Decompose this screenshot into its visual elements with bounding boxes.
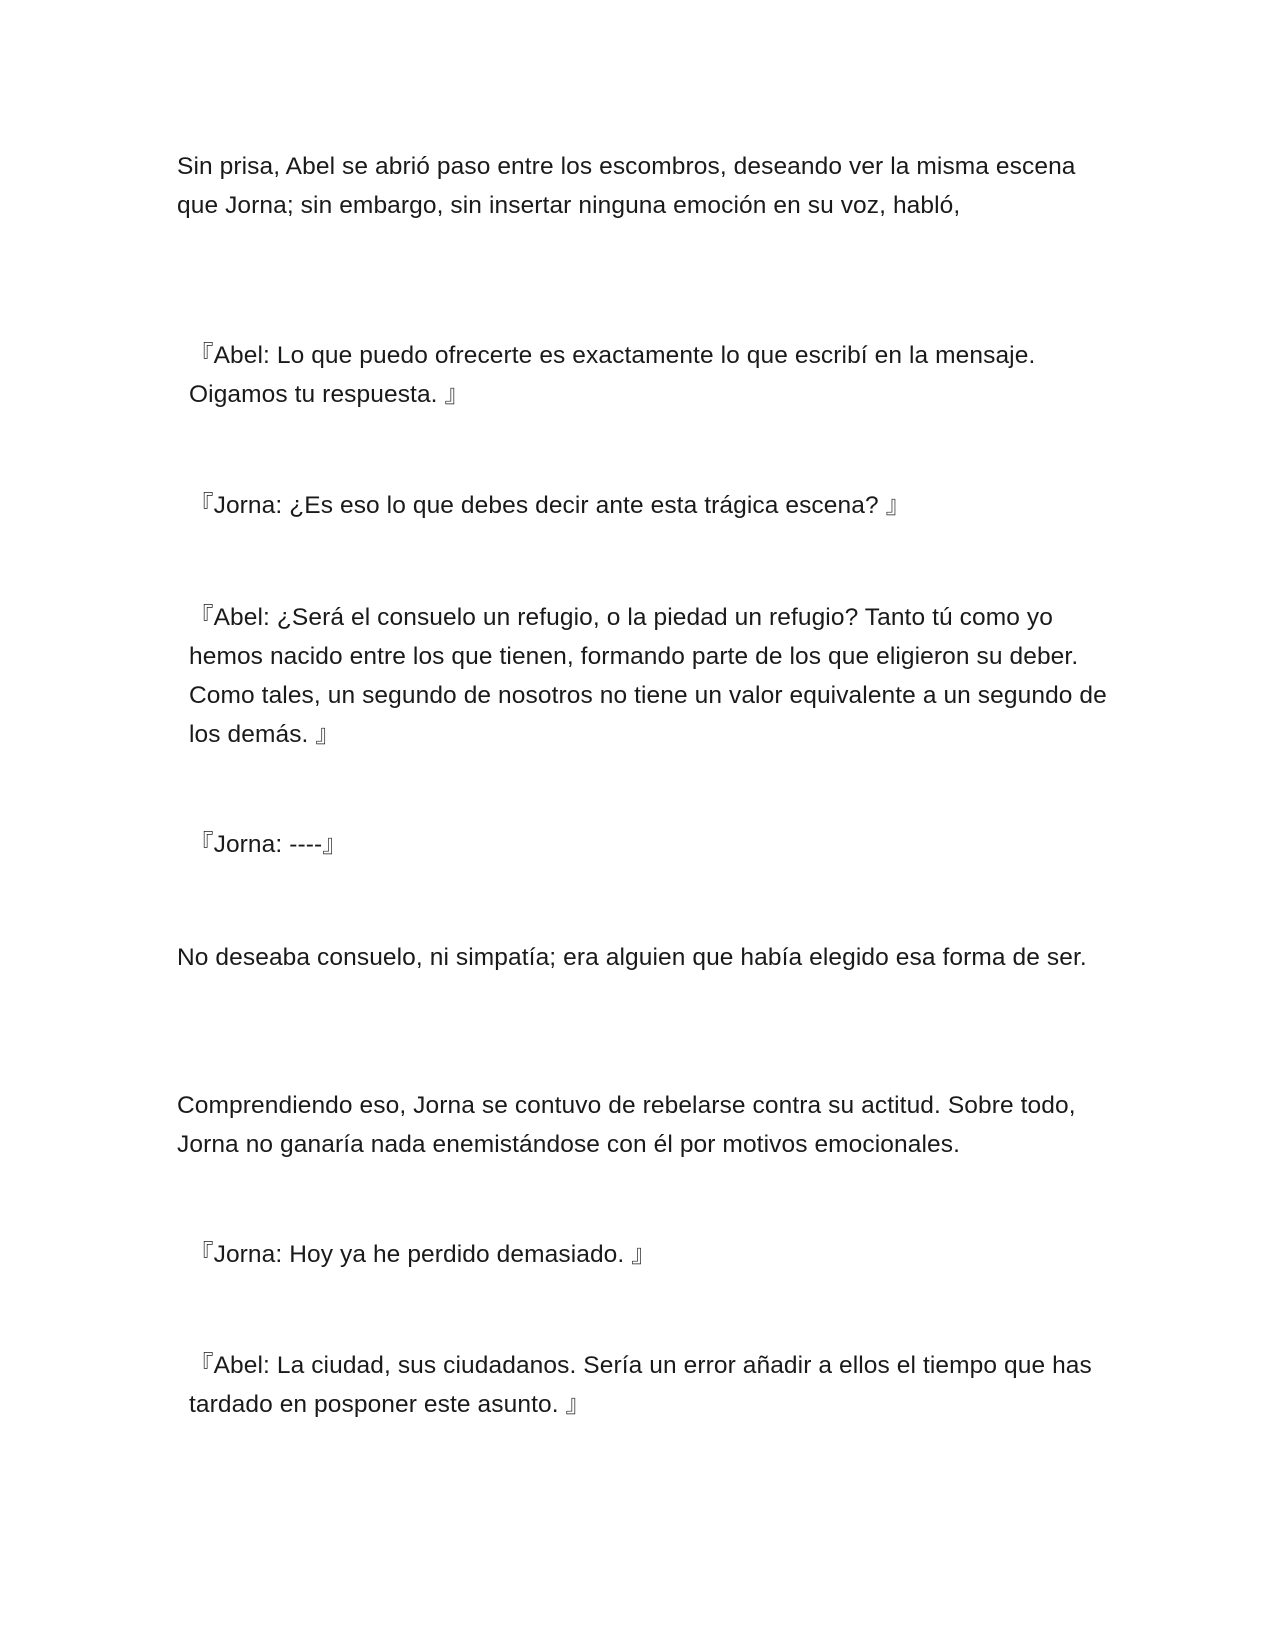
dialogue-line: 『Abel: Lo que puedo ofrecerte es exactamente lo que escribí en la mensaje. Oigamos tu respuesta. 』 — [189, 342, 1036, 408]
dialogue-line: 『Abel: ¿Será el consuelo un refugio, o la piedad un refugio? Tanto tú como yo hemos nacido entre los que tienen, formando parte de los que eligieron su deber. Como tales, un segundo de nosotros no tiene un valor equivalente a un segundo de los demás. 』 — [189, 604, 1107, 748]
dialogue-line: 『Abel: La ciudad, sus ciudadanos. Sería un error añadir a ellos el tiempo que has tardado en posponer este asunto. 』 — [189, 1352, 1092, 1418]
dialogue-line: 『Jorna: ¿Es eso lo que debes decir ante esta trágica escena? 』 — [189, 492, 911, 519]
dialogue-line: 『Jorna: ----』 — [189, 831, 347, 858]
dialogue-line: 『Jorna: Hoy ya he perdido demasiado. 』 — [189, 1241, 656, 1268]
narration-paragraph: Comprendiendo eso, Jorna se contuvo de rebelarse contra su actitud. Sobre todo, Jorna no ganaría nada enemistándose con él por motivos emocionales. — [177, 1092, 1076, 1158]
narration-paragraph: Sin prisa, Abel se abrió paso entre los escombros, deseando ver la misma escena que Jorna; sin embargo, sin insertar ninguna emoción en su voz, habló, — [177, 153, 1076, 219]
narration-paragraph: No deseaba consuelo, ni simpatía; era alguien que había elegido esa forma de ser. — [177, 944, 1087, 971]
